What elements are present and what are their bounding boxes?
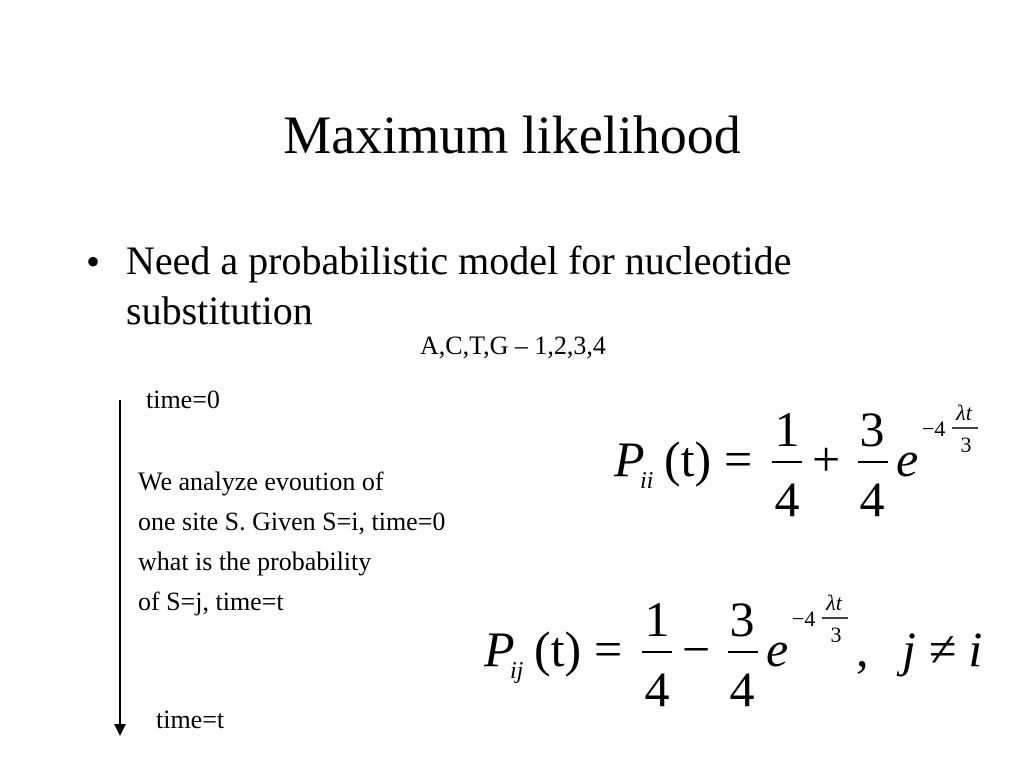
eq-condition: j ≠ i (902, 621, 983, 677)
timeline-start-label: time=0 (146, 385, 220, 414)
bullet-line-2: substitution (126, 288, 313, 333)
timeline-end-label: time=t (156, 705, 225, 734)
frac2-numerator: 3 (859, 401, 885, 457)
arrow-head-icon (114, 724, 126, 736)
eq-operator: − (682, 621, 711, 677)
exp-denominator: 3 (960, 432, 972, 457)
eq-operator: + (812, 431, 841, 487)
bullet-marker: • (86, 239, 101, 284)
exp-numerator: λt (956, 400, 972, 425)
eq-subscript: ij (510, 658, 524, 684)
frac2-denominator: 4 (729, 661, 755, 717)
frac1-denominator: 4 (644, 661, 670, 717)
bullet-line-1: Need a probabilistic model for nucleotide (126, 238, 792, 283)
eq-p-symbol: P (614, 431, 645, 487)
eq-p-symbol: P (484, 621, 515, 677)
nucleotide-mapping: A,C,T,G – 1,2,3,4 (420, 331, 606, 360)
frac2-denominator: 4 (859, 471, 885, 527)
equation-pii (600, 390, 1000, 530)
timeline-arrow (108, 396, 132, 738)
exp-numerator: λt (826, 590, 842, 615)
description-line: of S=j, time=t (138, 587, 284, 616)
eq-e: e (766, 621, 789, 677)
exp-denominator: 3 (830, 622, 842, 647)
eq-equals: = (594, 621, 623, 677)
eq-comma: , (856, 621, 869, 677)
frac1-denominator: 4 (774, 471, 800, 527)
description-line: one site S. Given S=i, time=0 (138, 507, 446, 536)
equation-pij (470, 580, 1000, 720)
frac1-numerator: 1 (644, 591, 670, 647)
description-line: what is the probability (138, 547, 372, 576)
eq-argument: (t) (534, 621, 582, 677)
eq-subscript: ii (640, 468, 654, 494)
description (138, 462, 445, 622)
slide-title: Maximum likelihood (283, 105, 741, 165)
eq-equals: = (724, 431, 753, 487)
frac2-numerator: 3 (729, 591, 755, 647)
exp-coefficient: −4 (792, 606, 816, 631)
eq-e: e (896, 431, 919, 487)
eq-argument: (t) (664, 431, 712, 487)
frac1-numerator: 1 (774, 401, 800, 457)
description-line: We analyze evoution of (138, 467, 384, 496)
exp-coefficient: −4 (922, 416, 946, 441)
bullet-text (126, 236, 926, 336)
